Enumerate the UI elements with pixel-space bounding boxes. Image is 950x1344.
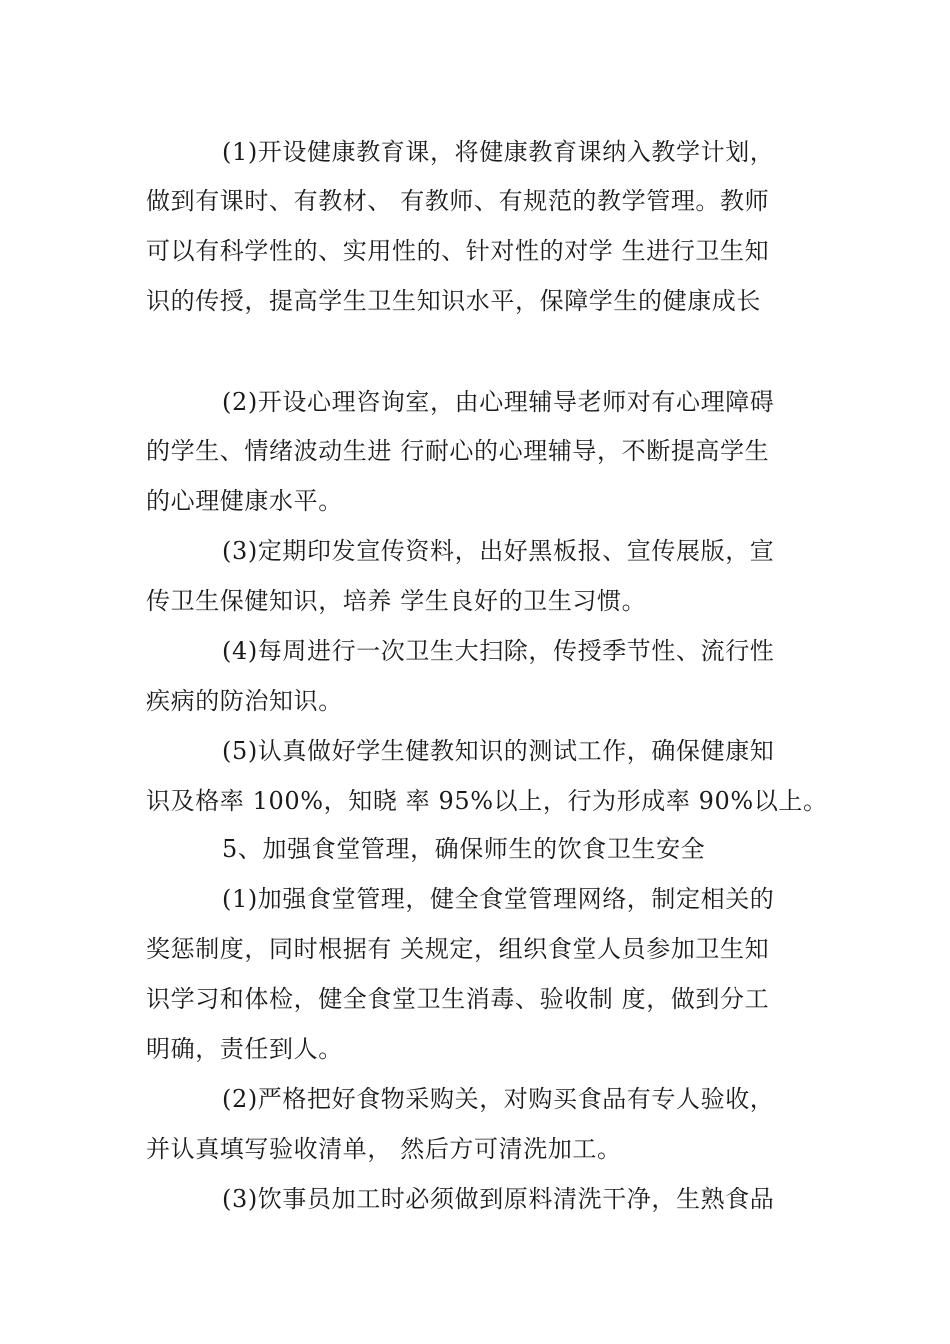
text-line: 可以有科学性的、实用性的、针对性的对学 生进行卫生知	[146, 237, 770, 265]
text-line: 奖惩制度，同时根据有 关规定，组织食堂人员参加卫生知	[146, 935, 770, 963]
text-line: 识的传授，提高学生卫生知识水平，保障学生的健康成长	[146, 287, 761, 315]
text-line: (1)加强食堂管理，健全食堂管理网络，制定相关的	[222, 885, 775, 913]
text-line: 的学生、情绪波动生进 行耐心的心理辅导，不断提高学生	[146, 437, 770, 465]
text-line: 并认真填写验收清单， 然后方可清洗加工。	[146, 1135, 622, 1163]
text-line: (2)开设心理咨询室，由心理辅导老师对有心理障碍	[222, 388, 775, 416]
text-line: 识及格率 100%，知晓 率 95%以上，行为形成率 90%以上。	[146, 787, 828, 815]
text-line: (5)认真做好学生健教知识的测试工作，确保健康知	[222, 737, 775, 765]
text-line: (2)严格把好食物采购关，对购买食品有专人验收，	[222, 1085, 775, 1113]
text-line: (3)饮事员加工时必须做到原料清洗干净，生熟食品	[222, 1185, 775, 1213]
text-line: (4)每周进行一次卫生大扫除，传授季节性、流行性	[222, 637, 775, 665]
text-line: 明确，责任到人。	[146, 1035, 343, 1063]
text-line: (1)开设健康教育课，将健康教育课纳入教学计划，	[222, 138, 775, 166]
text-line: 做到有课时、有教材、 有教师、有规范的教学管理。教师	[146, 187, 770, 215]
text-line: 识学习和体检，健全食堂卫生消毒、验收制 度，做到分工	[146, 985, 770, 1013]
text-line: 疾病的防治知识。	[146, 687, 343, 715]
section-heading: 5、加强食堂管理，确保师生的饮食卫生安全	[222, 835, 706, 863]
text-line: 的心理健康水平。	[146, 487, 343, 515]
text-line: (3)定期印发宣传资料，出好黑板报、宣传展版，宣	[222, 537, 775, 565]
text-line: 传卫生保健知识，培养 学生良好的卫生习惯。	[146, 587, 647, 615]
